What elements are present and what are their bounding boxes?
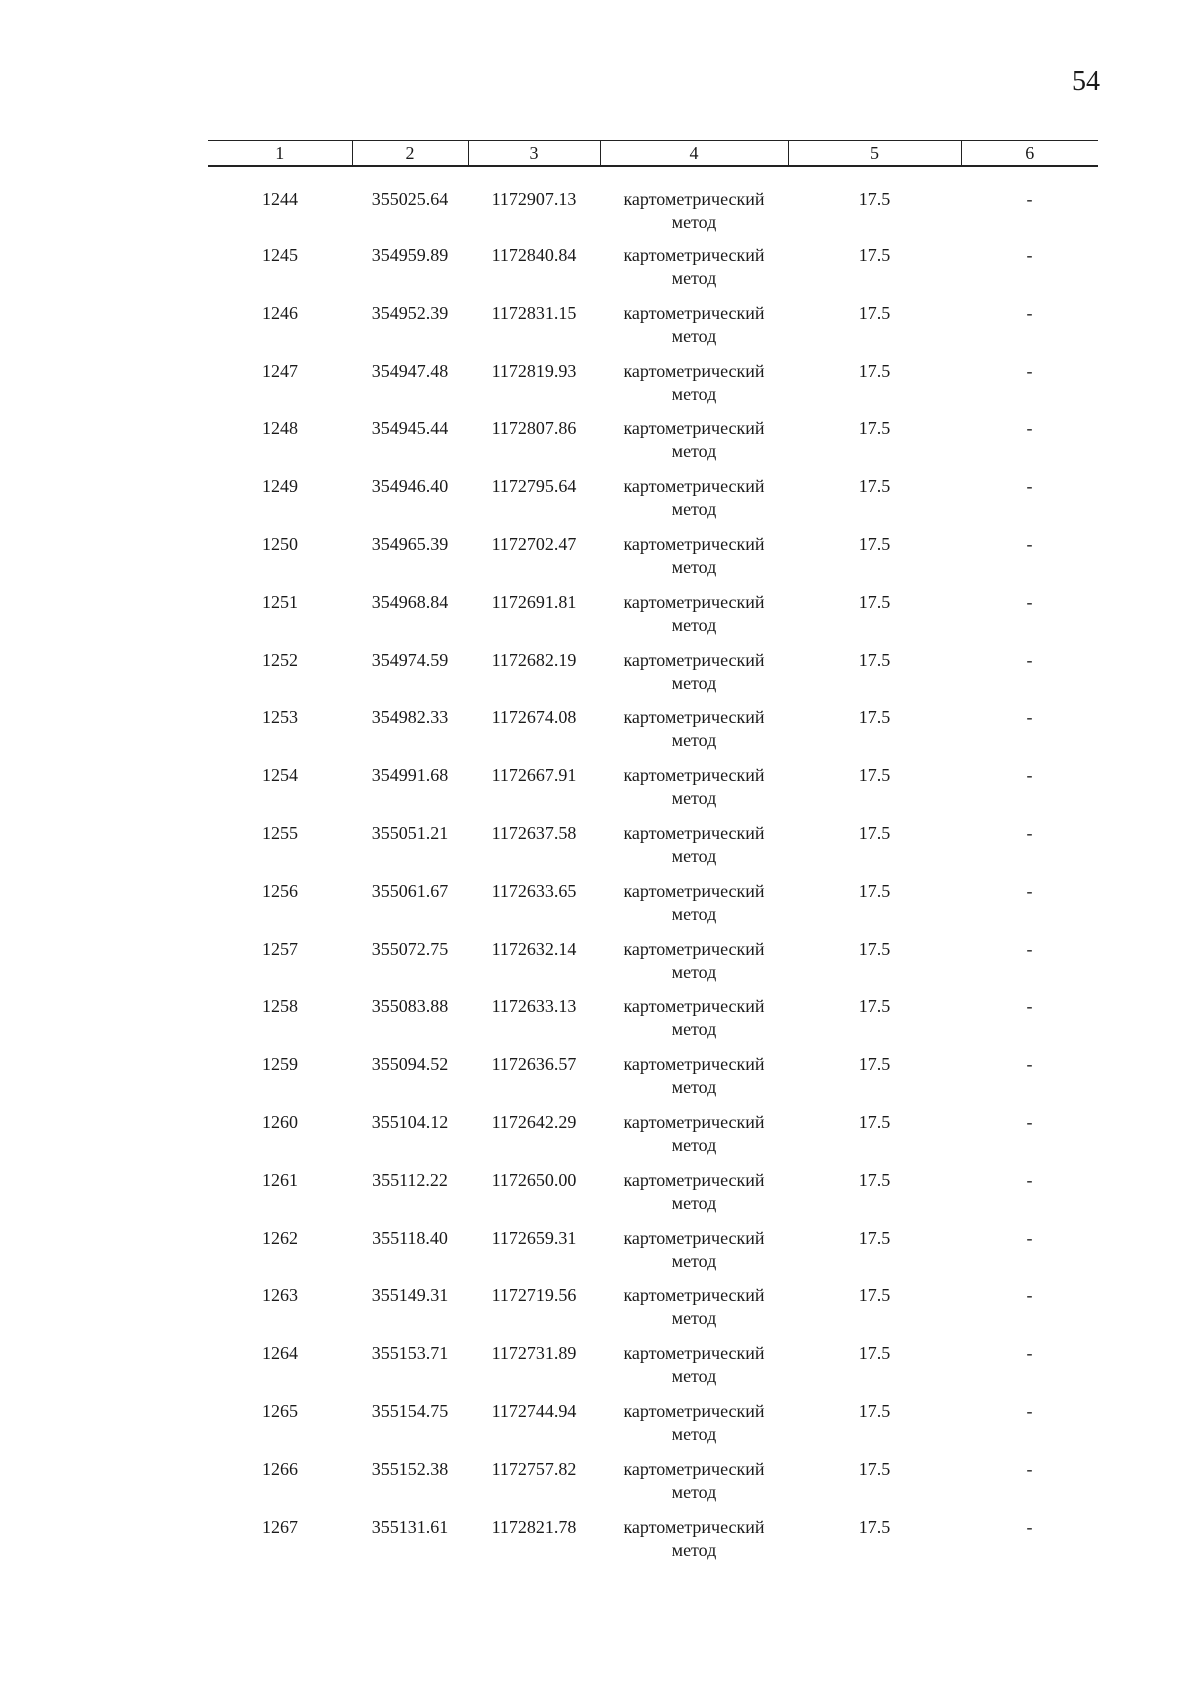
table-row — [208, 706, 1098, 764]
method-cell — [600, 360, 788, 418]
method-cell — [600, 1284, 788, 1342]
method-cell — [600, 706, 788, 764]
note-cell: - — [1026, 765, 1033, 786]
point-number-cell: 1256 — [262, 880, 298, 901]
point-number-cell: 1251 — [262, 591, 298, 612]
note-cell: - — [1026, 880, 1033, 901]
point-number-cell: 1245 — [262, 245, 298, 265]
x-coordinate-cell: 354982.33 — [371, 707, 449, 728]
column-header: 1 — [208, 141, 352, 167]
column-header: 4 — [600, 141, 788, 167]
y-coordinate-cell: 1172650.00 — [491, 1169, 577, 1190]
method-cell — [600, 1227, 788, 1285]
method-cell — [600, 1516, 788, 1574]
method-text: картометрический метод — [623, 1516, 765, 1560]
x-coordinate-cell: 355154.75 — [371, 1400, 449, 1421]
point-number-cell: 1244 — [262, 189, 298, 209]
point-number-cell: 1262 — [262, 1227, 298, 1248]
y-coordinate-cell: 1172757.82 — [491, 1458, 577, 1479]
method-cell — [600, 880, 788, 938]
y-coordinate-cell: 1172636.57 — [491, 1054, 577, 1075]
y-coordinate-cell: 1172795.64 — [491, 476, 577, 497]
table-row — [208, 417, 1098, 475]
point-number-cell: 1255 — [262, 822, 298, 843]
x-coordinate-cell: 355149.31 — [371, 1285, 449, 1306]
y-coordinate-cell: 1172659.31 — [491, 1227, 577, 1248]
method-text: картометрический метод — [623, 707, 765, 751]
point-number-cell: 1263 — [262, 1285, 298, 1306]
y-coordinate-cell: 1172821.78 — [491, 1516, 577, 1537]
table-row — [208, 1111, 1098, 1169]
x-coordinate-cell: 355131.61 — [371, 1516, 449, 1537]
x-coordinate-cell: 354945.44 — [371, 418, 449, 439]
note-cell: - — [1026, 1285, 1033, 1306]
accuracy-cell: 17.5 — [858, 476, 891, 497]
x-coordinate-cell: 355152.38 — [371, 1458, 449, 1479]
point-number-cell: 1258 — [262, 996, 298, 1017]
accuracy-cell: 17.5 — [858, 1054, 891, 1075]
note-cell: - — [1026, 591, 1033, 612]
x-coordinate-cell: 355051.21 — [371, 822, 449, 843]
accuracy-cell: 17.5 — [858, 1343, 891, 1364]
table-row — [208, 591, 1098, 649]
method-cell — [600, 1053, 788, 1111]
y-coordinate-cell: 1172637.58 — [491, 822, 577, 843]
method-text: картометрический метод — [623, 360, 765, 404]
method-text: картометрический метод — [623, 1458, 765, 1502]
point-number-cell: 1247 — [262, 360, 298, 381]
y-coordinate-cell: 1172674.08 — [491, 707, 577, 728]
method-cell — [600, 166, 788, 244]
method-text: картометрический метод — [623, 418, 765, 462]
coordinates-table — [208, 140, 1098, 1573]
method-cell — [600, 764, 788, 822]
y-coordinate-cell: 1172667.91 — [491, 765, 577, 786]
note-cell: - — [1026, 245, 1033, 265]
point-number-cell: 1250 — [262, 533, 298, 554]
point-number-cell: 1254 — [262, 765, 298, 786]
accuracy-cell: 17.5 — [858, 533, 891, 554]
y-coordinate-cell: 1172632.14 — [491, 938, 577, 959]
method-cell — [600, 1342, 788, 1400]
table-row — [208, 166, 1098, 244]
point-number-cell: 1261 — [262, 1169, 298, 1190]
accuracy-cell: 17.5 — [858, 1400, 891, 1421]
y-coordinate-cell: 1172744.94 — [491, 1400, 577, 1421]
method-cell — [600, 244, 788, 302]
table-row — [208, 1458, 1098, 1516]
point-number-cell: 1259 — [262, 1054, 298, 1075]
accuracy-cell: 17.5 — [858, 245, 891, 265]
x-coordinate-cell: 355061.67 — [371, 880, 449, 901]
note-cell: - — [1026, 189, 1033, 209]
method-text: картометрический метод — [623, 1111, 765, 1155]
method-cell — [600, 533, 788, 591]
x-coordinate-cell: 355118.40 — [372, 1227, 448, 1248]
method-text: картометрический метод — [623, 649, 765, 693]
point-number-cell: 1248 — [262, 418, 298, 439]
note-cell: - — [1026, 1169, 1033, 1190]
note-cell: - — [1026, 302, 1033, 323]
note-cell: - — [1026, 418, 1033, 439]
note-cell: - — [1026, 938, 1033, 959]
point-number-cell: 1265 — [262, 1400, 298, 1421]
accuracy-cell: 17.5 — [858, 765, 891, 786]
accuracy-cell: 17.5 — [858, 1111, 891, 1132]
table-row — [208, 1284, 1098, 1342]
method-text: картометрический метод — [623, 591, 765, 635]
x-coordinate-cell: 354991.68 — [371, 765, 449, 786]
table-row — [208, 938, 1098, 996]
method-text: картометрический метод — [623, 1285, 765, 1329]
table-header-row — [208, 141, 1098, 167]
y-coordinate-cell: 1172642.29 — [491, 1111, 577, 1132]
x-coordinate-cell: 354959.89 — [371, 245, 449, 265]
accuracy-cell: 17.5 — [858, 591, 891, 612]
point-number-cell: 1253 — [262, 707, 298, 728]
accuracy-cell: 17.5 — [858, 1169, 891, 1190]
note-cell: - — [1026, 1343, 1033, 1364]
method-cell — [600, 1169, 788, 1227]
x-coordinate-cell: 354968.84 — [371, 591, 449, 612]
accuracy-cell: 17.5 — [858, 418, 891, 439]
column-header: 2 — [352, 141, 468, 167]
method-text: картометрический метод — [623, 302, 765, 346]
method-text: картометрический метод — [623, 533, 765, 577]
table-row — [208, 475, 1098, 533]
point-number-cell: 1266 — [262, 1458, 298, 1479]
y-coordinate-cell: 1172831.15 — [491, 302, 577, 323]
accuracy-cell: 17.5 — [858, 302, 891, 323]
table-row — [208, 533, 1098, 591]
accuracy-cell: 17.5 — [858, 1227, 891, 1248]
point-number-cell: 1267 — [262, 1516, 298, 1537]
note-cell: - — [1026, 1400, 1033, 1421]
table-row — [208, 764, 1098, 822]
method-text: картометрический метод — [623, 476, 765, 520]
x-coordinate-cell: 355112.22 — [372, 1169, 448, 1190]
note-cell: - — [1026, 1458, 1033, 1479]
y-coordinate-cell: 1172719.56 — [491, 1285, 577, 1306]
table-row — [208, 880, 1098, 938]
method-text: картометрический метод — [623, 1169, 765, 1213]
note-cell: - — [1026, 1227, 1033, 1248]
table-body — [208, 166, 1098, 1573]
y-coordinate-cell: 1172840.84 — [491, 245, 577, 265]
table-row — [208, 1169, 1098, 1227]
x-coordinate-cell: 354974.59 — [371, 649, 449, 670]
x-coordinate-cell: 355025.64 — [371, 189, 449, 209]
column-header: 3 — [468, 141, 600, 167]
method-cell — [600, 649, 788, 707]
table-row — [208, 649, 1098, 707]
table-row — [208, 1516, 1098, 1574]
note-cell: - — [1026, 360, 1033, 381]
accuracy-cell: 17.5 — [858, 189, 891, 209]
table-row — [208, 302, 1098, 360]
method-cell — [600, 302, 788, 360]
x-coordinate-cell: 354946.40 — [371, 476, 449, 497]
accuracy-cell: 17.5 — [858, 938, 891, 959]
x-coordinate-cell: 354947.48 — [371, 360, 449, 381]
x-coordinate-cell: 354952.39 — [371, 302, 449, 323]
column-header: 6 — [961, 141, 1098, 167]
note-cell: - — [1026, 1111, 1033, 1132]
x-coordinate-cell: 355072.75 — [371, 938, 449, 959]
method-text: картометрический метод — [623, 822, 765, 866]
y-coordinate-cell: 1172702.47 — [491, 533, 577, 554]
note-cell: - — [1026, 996, 1033, 1017]
accuracy-cell: 17.5 — [858, 880, 891, 901]
method-cell — [600, 1400, 788, 1458]
method-text: картометрический метод — [623, 189, 765, 232]
point-number-cell: 1252 — [262, 649, 298, 670]
method-text: картометрический метод — [623, 765, 765, 809]
method-text: картометрический метод — [623, 1343, 765, 1387]
point-number-cell: 1249 — [262, 476, 298, 497]
method-text: картометрический метод — [623, 1227, 765, 1271]
method-cell — [600, 938, 788, 996]
y-coordinate-cell: 1172819.93 — [491, 360, 577, 381]
y-coordinate-cell: 1172807.86 — [491, 418, 577, 439]
accuracy-cell: 17.5 — [858, 1285, 891, 1306]
accuracy-cell: 17.5 — [858, 707, 891, 728]
point-number-cell: 1260 — [262, 1111, 298, 1132]
table-row — [208, 1053, 1098, 1111]
method-text: картометрический метод — [623, 245, 765, 288]
accuracy-cell: 17.5 — [858, 1458, 891, 1479]
method-text: картометрический метод — [623, 938, 765, 982]
table-row — [208, 1342, 1098, 1400]
x-coordinate-cell: 355094.52 — [371, 1054, 449, 1075]
y-coordinate-cell: 1172633.13 — [491, 996, 577, 1017]
table-row — [208, 995, 1098, 1053]
method-cell — [600, 1458, 788, 1516]
table-row — [208, 822, 1098, 880]
note-cell: - — [1026, 649, 1033, 670]
table-row — [208, 1400, 1098, 1458]
table-row — [208, 1227, 1098, 1285]
note-cell: - — [1026, 476, 1033, 497]
method-text: картометрический метод — [623, 1054, 765, 1098]
note-cell: - — [1026, 822, 1033, 843]
accuracy-cell: 17.5 — [858, 822, 891, 843]
method-cell — [600, 995, 788, 1053]
table-row — [208, 360, 1098, 418]
method-cell — [600, 591, 788, 649]
point-number-cell: 1264 — [262, 1343, 298, 1364]
column-header: 5 — [788, 141, 961, 167]
y-coordinate-cell: 1172633.65 — [491, 880, 577, 901]
page-number: 54 — [1072, 66, 1100, 97]
y-coordinate-cell: 1172691.81 — [491, 591, 577, 612]
accuracy-cell: 17.5 — [858, 649, 891, 670]
y-coordinate-cell: 1172907.13 — [491, 189, 577, 209]
method-cell — [600, 822, 788, 880]
accuracy-cell: 17.5 — [858, 996, 891, 1017]
table-row — [208, 244, 1098, 302]
method-cell — [600, 475, 788, 533]
accuracy-cell: 17.5 — [858, 1516, 891, 1537]
x-coordinate-cell: 355153.71 — [371, 1343, 449, 1364]
x-coordinate-cell: 355083.88 — [371, 996, 449, 1017]
method-text: картометрический метод — [623, 1400, 765, 1444]
method-text: картометрический метод — [623, 880, 765, 924]
x-coordinate-cell: 354965.39 — [371, 533, 449, 554]
y-coordinate-cell: 1172682.19 — [491, 649, 577, 670]
method-text: картометрический метод — [623, 996, 765, 1040]
method-cell — [600, 417, 788, 475]
method-cell — [600, 1111, 788, 1169]
note-cell: - — [1026, 1516, 1033, 1537]
note-cell: - — [1026, 707, 1033, 728]
accuracy-cell: 17.5 — [858, 360, 891, 381]
point-number-cell: 1257 — [262, 938, 298, 959]
y-coordinate-cell: 1172731.89 — [491, 1343, 577, 1364]
note-cell: - — [1026, 533, 1033, 554]
note-cell: - — [1026, 1054, 1033, 1075]
point-number-cell: 1246 — [262, 302, 298, 323]
x-coordinate-cell: 355104.12 — [371, 1111, 449, 1132]
